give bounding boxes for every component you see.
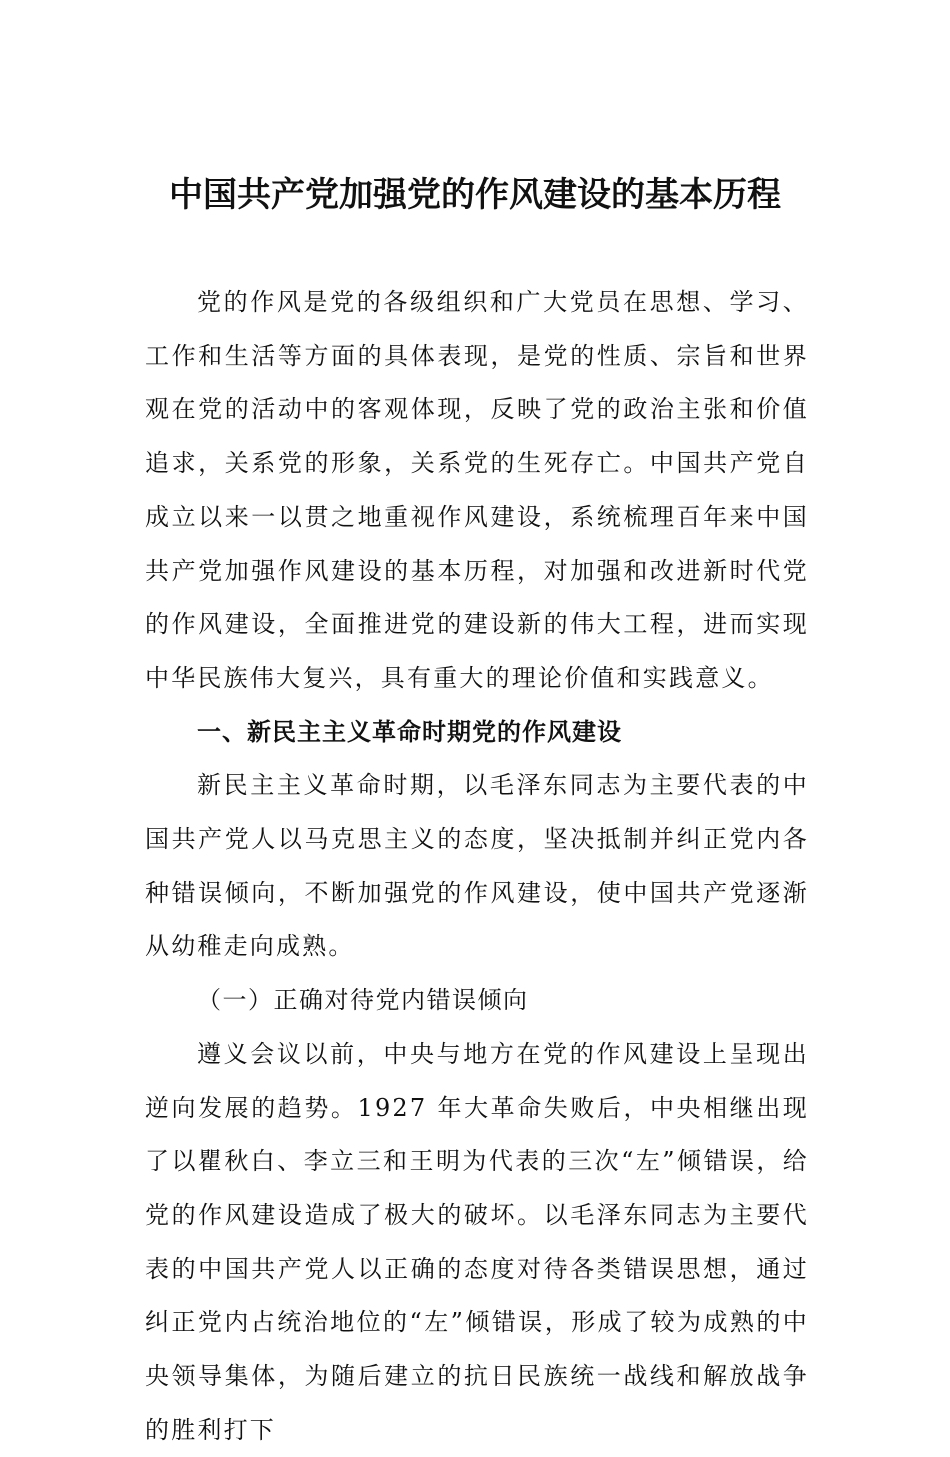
subsection-1-heading: （一）正确对待党内错误倾向	[197, 986, 529, 1015]
document-body	[145, 276, 809, 1457]
subsection-1-paragraph: 遵义会议以前，中央与地方在党的作风建设上呈现出逆向发展的趋势。1927 年大革命失败后，中央相继出现了以瞿秋白、李立三和王明为代表的三次“左”倾错误，给党的作风建设造成了极大的破坏。以毛泽东同志为主要代表的中国共产党人以正确的态度对待各类错误思想，通过纠正党内占统治地位的“左”倾错误，形成了较为成熟的中央领导集体，为随后建立的抗日民族统一战线和解放战争的胜利打下	[145, 1039, 809, 1444]
section-1-heading: 一、新民主主义革命时期党的作风建设	[197, 717, 622, 746]
intro-paragraph: 党的作风是党的各级组织和广大党员在思想、学习、工作和生活等方面的具体表现，是党的性质、宗旨和世界观在党的活动中的客观体现，反映了党的政治主张和价值追求，关系党的形象，关系党的生死存亡。中国共产党自成立以来一以贯之地重视作风建设，系统梳理百年来中国共产党加强作风建设的基本历程，对加强和改进新时代党的作风建设，全面推进党的建设新的伟大工程，进而实现中华民族伟大复兴，具有重大的理论价值和实践意义。	[145, 288, 809, 692]
document-title: 中国共产党加强党的作风建设的基本历程	[169, 175, 781, 215]
section-1-paragraph: 新民主主义革命时期，以毛泽东同志为主要代表的中国共产党人以马克思主义的态度，坚决抵制并纠正党内各种错误倾向，不断加强党的作风建设，使中国共产党逐渐从幼稚走向成熟。	[145, 771, 809, 961]
